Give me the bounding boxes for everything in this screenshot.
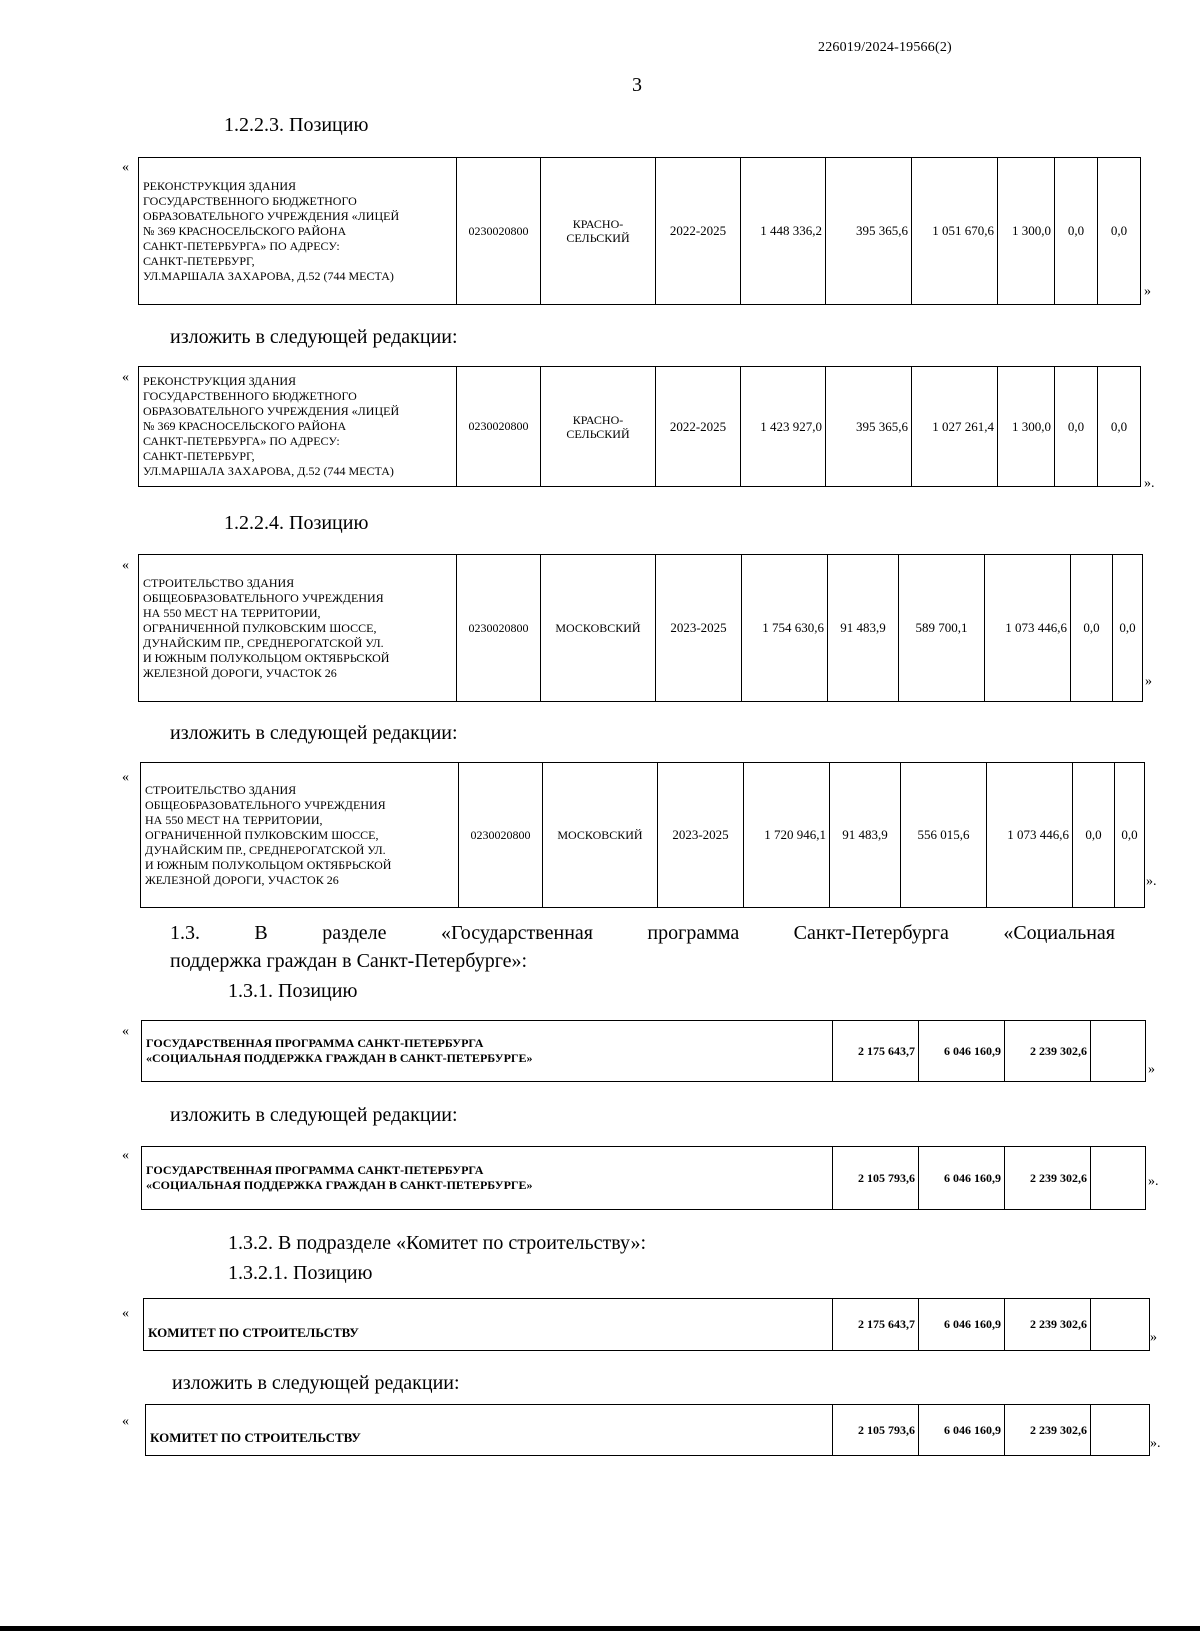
page-bottom-edge (0, 1626, 1200, 1631)
name-line: И ЮЖНЫМ ПОЛУКОЛЬЦОМ ОКТЯБРЬСКОЙ (145, 857, 392, 872)
district-line: СЕЛЬСКИЙ (566, 231, 630, 245)
table-1-2-2-3-new (138, 366, 1141, 487)
value-cell: 2 239 302,6 (1005, 1147, 1091, 1210)
value-cell: 589 700,1 (899, 555, 985, 702)
code-cell: 0230020800 (457, 367, 541, 487)
open-quote: « (122, 1024, 129, 1039)
close-quote: » (1150, 1330, 1157, 1345)
program-name (142, 1147, 833, 1210)
name-line: УЛ.МАРШАЛА ЗАХАРОВА, Д.52 (744 МЕСТА) (143, 464, 394, 478)
name-line: НА 550 МЕСТ НА ТЕРРИТОРИИ, (145, 812, 323, 827)
name-line: НА 550 МЕСТ НА ТЕРРИТОРИИ, (143, 605, 321, 620)
years-cell: 2022-2025 (656, 367, 741, 487)
value-cell: 395 365,6 (826, 158, 912, 305)
name-line: № 369 КРАСНОСЕЛЬСКОГО РАЙОНА (143, 419, 347, 433)
close-quote: » (1148, 1062, 1155, 1077)
close-quote: ». (1148, 1174, 1159, 1189)
paragraph-1-3-line2: поддержка граждан в Санкт-Петербурге»: (170, 950, 528, 972)
value-cell: 556 015,6 (901, 763, 987, 908)
value-cell: 1 027 261,4 (912, 367, 998, 487)
page-number: 3 (632, 74, 642, 96)
value-cell: 2 239 302,6 (1005, 1021, 1091, 1082)
name-line: ОГРАНИЧЕННОЙ ПУЛКОВСКИМ ШОССЕ, (145, 827, 379, 842)
name-line: ГОСУДАРСТВЕННАЯ ПРОГРАММА САНКТ-ПЕТЕРБУРГА (146, 1036, 484, 1050)
value-cell: 1 073 446,6 (987, 763, 1073, 908)
empty-cell (1091, 1021, 1146, 1082)
name-line: САНКТ-ПЕТЕРБУРГ, (143, 449, 255, 463)
name-line: СТРОИТЕЛЬСТВО ЗДАНИЯ (145, 782, 297, 797)
table-1-3-1-new (141, 1146, 1146, 1210)
position-name (139, 367, 457, 487)
name-line: ДУНАЙСКИМ ПР., СРЕДНЕРОГАТСКОЙ УЛ. (143, 635, 384, 650)
value-cell: 2 105 793,6 (833, 1405, 919, 1456)
committee-name: КОМИТЕТ ПО СТРОИТЕЛЬСТВУ (146, 1405, 833, 1456)
empty-cell (1091, 1147, 1146, 1210)
empty-cell (1091, 1299, 1150, 1351)
district-cell: МОСКОВСКИЙ (541, 555, 656, 702)
paragraph-1-3-line1: 1.3. В разделе «Государственная программа Санкт-Петербурга «Социальная (170, 922, 1115, 944)
district-line: СЕЛЬСКИЙ (566, 426, 630, 441)
empty-cell (1091, 1405, 1150, 1456)
name-line: ОБЩЕОБРАЗОВАТЕЛЬНОГО УЧРЕЖДЕНИЯ (145, 797, 386, 812)
program-name (142, 1021, 833, 1082)
open-quote: « (122, 1414, 129, 1429)
years-cell: 2022-2025 (656, 158, 741, 305)
position-name (139, 555, 457, 702)
value-cell: 2 175 643,7 (833, 1021, 919, 1082)
name-line: «СОЦИАЛЬНАЯ ПОДДЕРЖКА ГРАЖДАН В САНКТ-ПЕТЕРБУРГЕ» (146, 1178, 533, 1192)
table-1-2-2-4-old (138, 554, 1143, 702)
name-line: СТРОИТЕЛЬСТВО ЗДАНИЯ (143, 575, 295, 590)
value-cell: 1 051 670,6 (912, 158, 998, 305)
district-line: КРАСНО- (572, 412, 624, 427)
name-line: УЛ.МАРШАЛА ЗАХАРОВА, Д.52 (744 МЕСТА) (143, 268, 394, 283)
value-cell: 2 105 793,6 (833, 1147, 919, 1210)
open-quote: « (122, 558, 129, 573)
name-line: САНКТ-ПЕТЕРБУРГА» ПО АДРЕСУ: (143, 434, 340, 448)
district-line: КРАСНО- (572, 217, 624, 231)
committee-name: КОМИТЕТ ПО СТРОИТЕЛЬСТВУ (144, 1299, 833, 1351)
value-cell: 1 073 446,6 (985, 555, 1071, 702)
table-1-2-2-3-old (138, 157, 1141, 305)
position-name (139, 158, 457, 305)
open-quote: « (122, 1306, 129, 1321)
name-line: ЖЕЛЕЗНОЙ ДОРОГИ, УЧАСТОК 26 (145, 872, 339, 887)
name-line: ГОСУДАРСТВЕННАЯ ПРОГРАММА САНКТ-ПЕТЕРБУРГА (146, 1163, 484, 1177)
intro-text: изложить в следующей редакции: (172, 1372, 460, 1394)
heading-1-3-2: 1.3.2. В подразделе «Комитет по строительству»: (228, 1232, 647, 1254)
table-1-3-2-1-old (143, 1298, 1150, 1351)
name-line: РЕКОНСТРУКЦИЯ ЗДАНИЯ (143, 178, 297, 193)
intro-text: изложить в следующей редакции: (170, 722, 458, 744)
document-number: 226019/2024-19566(2) (818, 40, 952, 55)
name-line: ЖЕЛЕЗНОЙ ДОРОГИ, УЧАСТОК 26 (143, 665, 337, 680)
open-quote: « (122, 1148, 129, 1163)
table-1-3-1-old (141, 1020, 1146, 1082)
open-quote: « (122, 770, 129, 785)
district-cell: МОСКОВСКИЙ (543, 763, 658, 908)
value-cell: 6 046 160,9 (919, 1299, 1005, 1351)
heading-1-3-2-1: 1.3.2.1. Позицию (228, 1262, 373, 1284)
value-cell: 6 046 160,9 (919, 1021, 1005, 1082)
name-line: ОБРАЗОВАТЕЛЬНОГО УЧРЕЖДЕНИЯ «ЛИЦЕЙ (143, 404, 400, 418)
close-quote: ». (1150, 1436, 1161, 1451)
close-quote: ». (1146, 874, 1157, 889)
table-1-2-2-4-new (140, 762, 1145, 908)
value-cell: 0,0 (1073, 763, 1115, 908)
total-cell: 1 423 927,0 (741, 367, 826, 487)
value-cell: 6 046 160,9 (919, 1147, 1005, 1210)
name-line: ОБРАЗОВАТЕЛЬНОГО УЧРЕЖДЕНИЯ «ЛИЦЕЙ (143, 208, 400, 223)
value-cell: 91 483,9 (828, 555, 899, 702)
value-cell: 0,0 (1113, 555, 1143, 702)
value-cell: 0,0 (1055, 367, 1098, 487)
close-quote: » (1145, 674, 1152, 689)
value-cell: 2 175 643,7 (833, 1299, 919, 1351)
name-line: ОГРАНИЧЕННОЙ ПУЛКОВСКИМ ШОССЕ, (143, 620, 377, 635)
total-cell: 1 448 336,2 (741, 158, 826, 305)
value-cell: 395 365,6 (826, 367, 912, 487)
name-line: ДУНАЙСКИМ ПР., СРЕДНЕРОГАТСКОЙ УЛ. (145, 842, 386, 857)
heading-1-3-1: 1.3.1. Позицию (228, 980, 358, 1002)
value-cell: 1 300,0 (998, 158, 1055, 305)
name-line: ГОСУДАРСТВЕННОГО БЮДЖЕТНОГО (143, 193, 357, 208)
value-cell: 0,0 (1115, 763, 1145, 908)
code-cell: 0230020800 (459, 763, 543, 908)
value-cell: 6 046 160,9 (919, 1405, 1005, 1456)
name-line: ГОСУДАРСТВЕННОГО БЮДЖЕТНОГО (143, 389, 357, 403)
name-line: И ЮЖНЫМ ПОЛУКОЛЬЦОМ ОКТЯБРЬСКОЙ (143, 650, 390, 665)
close-quote: ». (1144, 476, 1155, 491)
value-cell: 2 239 302,6 (1005, 1299, 1091, 1351)
district-cell (541, 367, 656, 487)
value-cell: 0,0 (1055, 158, 1098, 305)
name-line: САНКТ-ПЕТЕРБУРГА» ПО АДРЕСУ: (143, 238, 340, 253)
heading-1-2-2-4: 1.2.2.4. Позицию (224, 512, 369, 534)
table-1-3-2-1-new (145, 1404, 1150, 1456)
value-cell: 0,0 (1098, 158, 1141, 305)
code-cell: 0230020800 (457, 158, 541, 305)
district-cell (541, 158, 656, 305)
intro-text: изложить в следующей редакции: (170, 1104, 458, 1126)
years-cell: 2023-2025 (656, 555, 742, 702)
value-cell: 1 300,0 (998, 367, 1055, 487)
value-cell: 2 239 302,6 (1005, 1405, 1091, 1456)
name-line: САНКТ-ПЕТЕРБУРГ, (143, 253, 255, 268)
total-cell: 1 754 630,6 (742, 555, 828, 702)
value-cell: 91 483,9 (830, 763, 901, 908)
open-quote: « (122, 370, 129, 385)
intro-text: изложить в следующей редакции: (170, 326, 458, 348)
close-quote: » (1144, 284, 1151, 299)
name-line: «СОЦИАЛЬНАЯ ПОДДЕРЖКА ГРАЖДАН В САНКТ-ПЕТЕРБУРГЕ» (146, 1051, 533, 1065)
value-cell: 0,0 (1098, 367, 1141, 487)
value-cell: 0,0 (1071, 555, 1113, 702)
heading-1-2-2-3: 1.2.2.3. Позицию (224, 114, 369, 136)
name-line: № 369 КРАСНОСЕЛЬСКОГО РАЙОНА (143, 223, 347, 238)
position-name (141, 763, 459, 908)
years-cell: 2023-2025 (658, 763, 744, 908)
code-cell: 0230020800 (457, 555, 541, 702)
name-line: РЕКОНСТРУКЦИЯ ЗДАНИЯ (143, 374, 297, 388)
name-line: ОБЩЕОБРАЗОВАТЕЛЬНОГО УЧРЕЖДЕНИЯ (143, 590, 384, 605)
total-cell: 1 720 946,1 (744, 763, 830, 908)
open-quote: « (122, 160, 129, 175)
